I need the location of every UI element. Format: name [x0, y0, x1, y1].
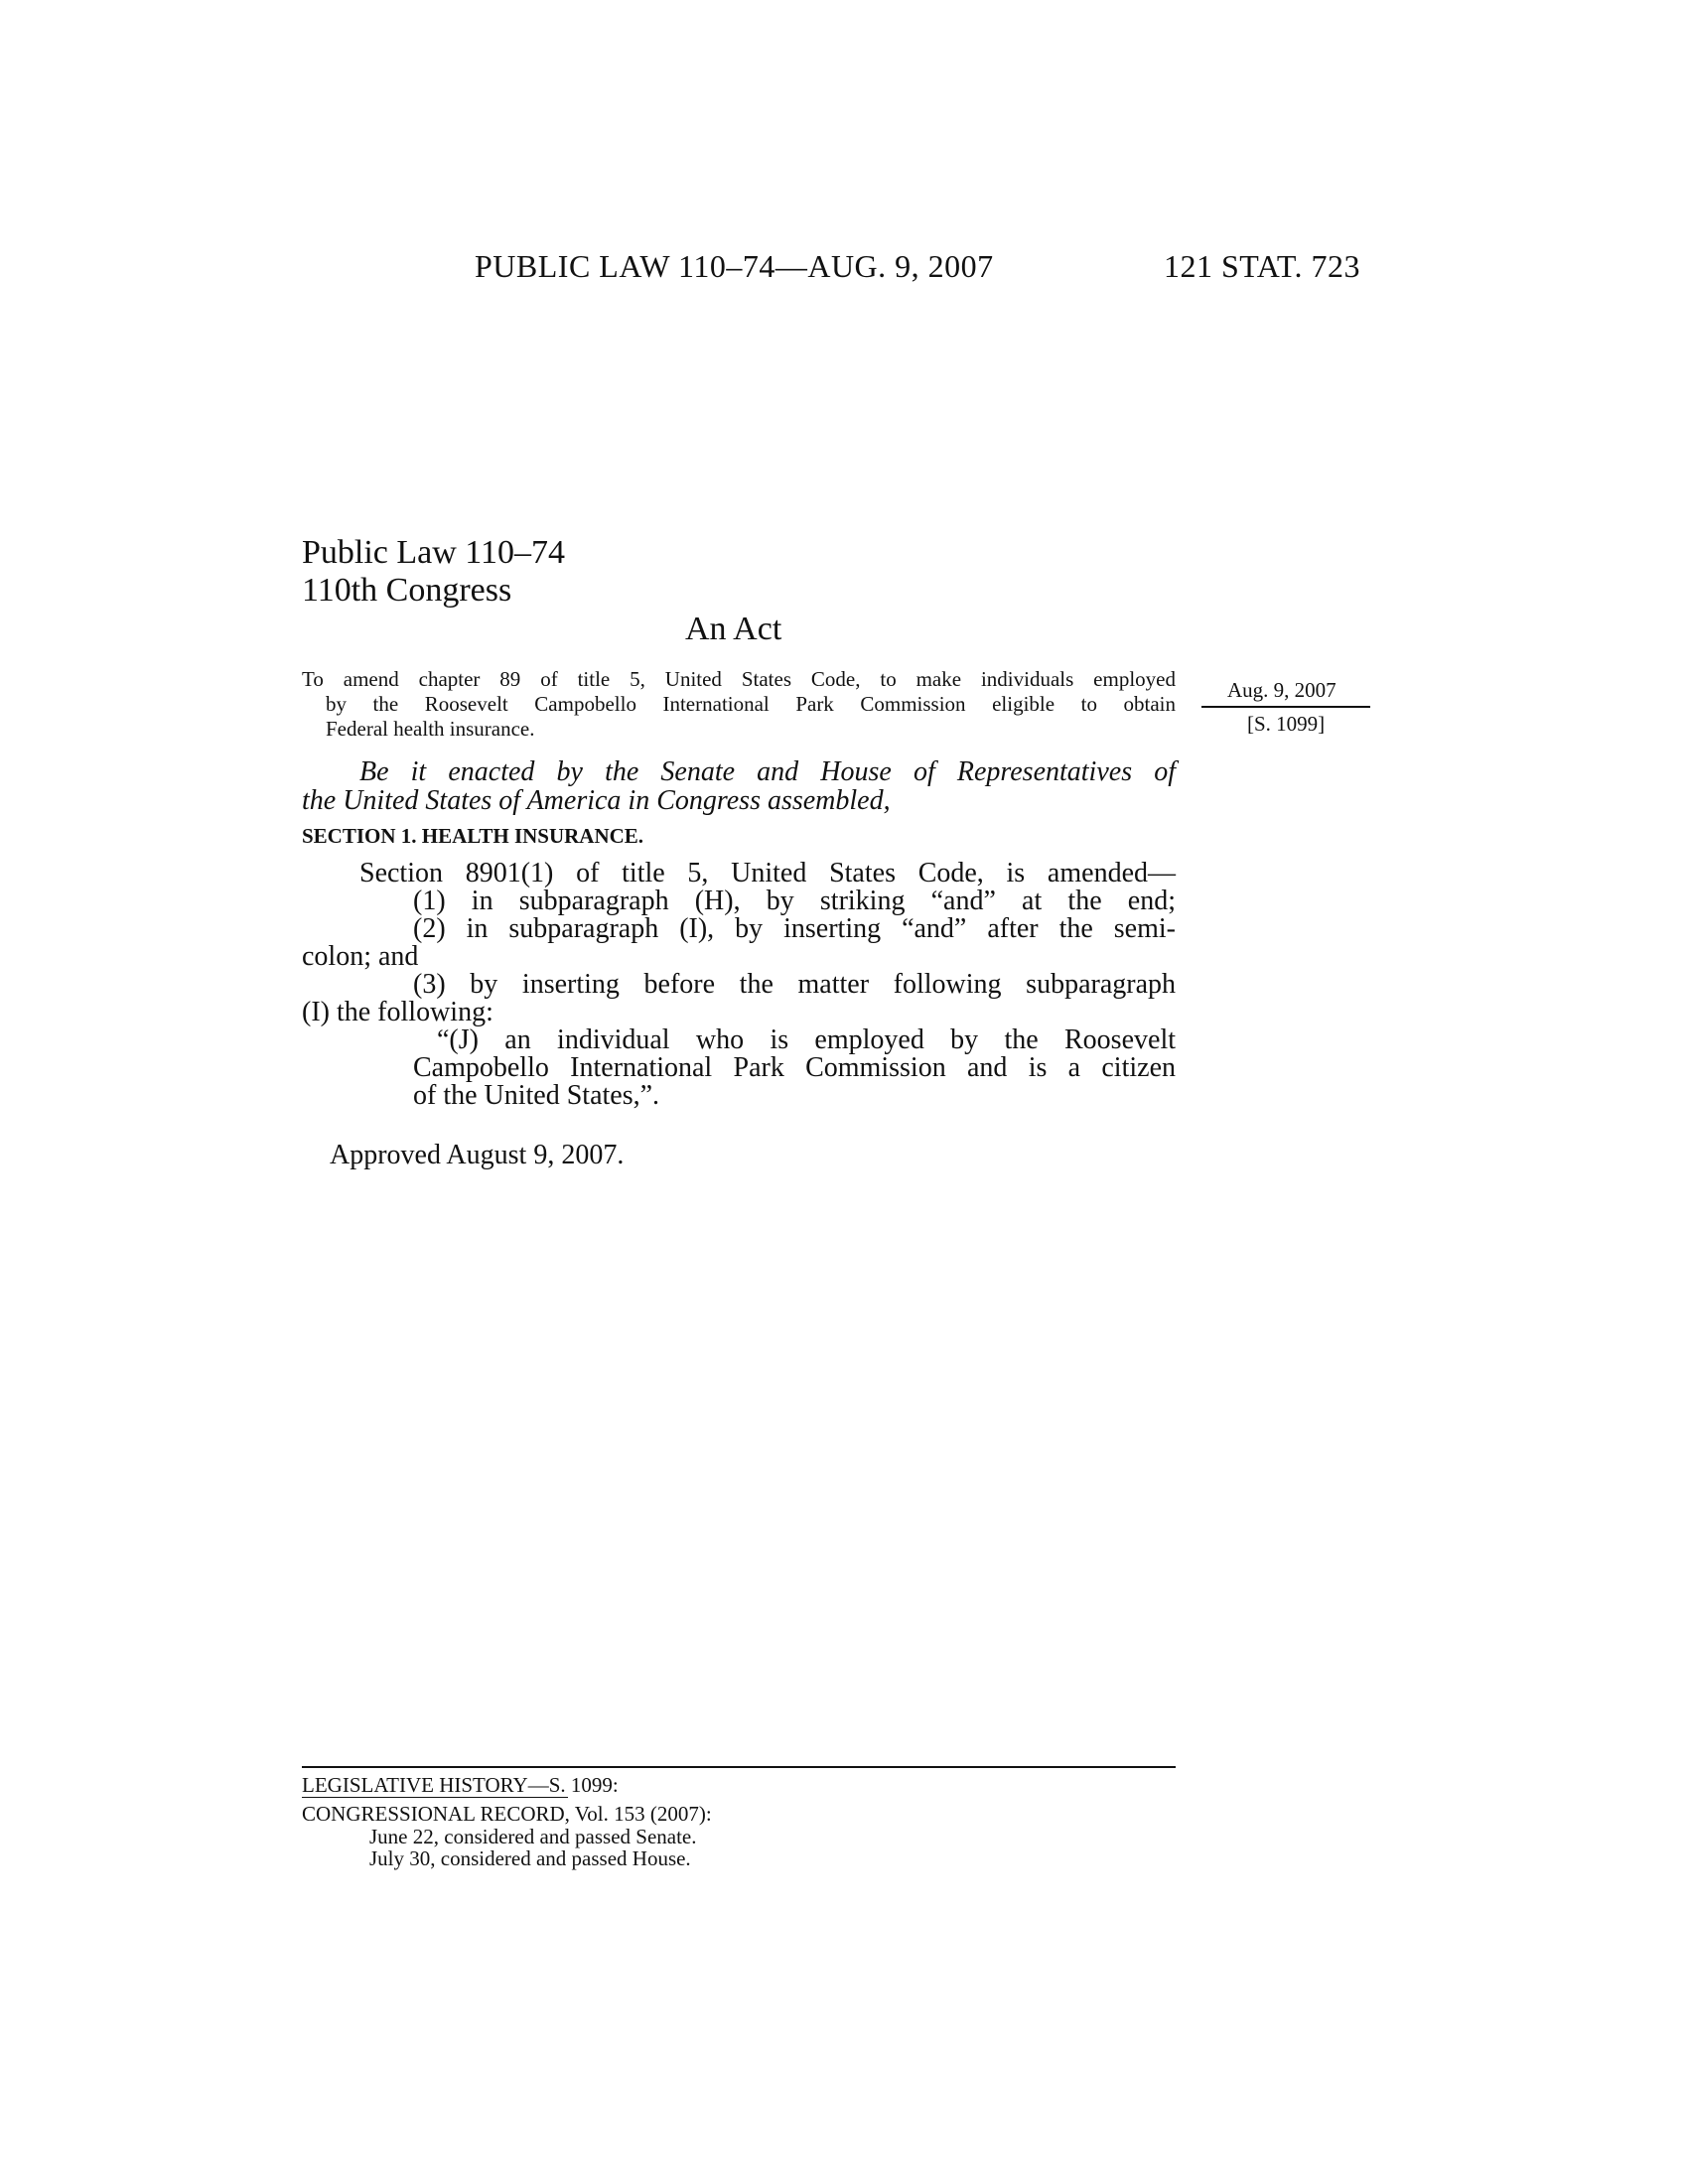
- section-text-line: (3) by inserting before the matter following subparagraph: [413, 969, 1176, 1000]
- section-text-line: colon; and: [302, 941, 419, 972]
- section-text-line: of the United States,”.: [413, 1080, 660, 1111]
- section-text-line: Section 8901(1) of title 5, United States Code, is amended—: [359, 858, 1176, 888]
- enacting-line: the United States of America in Congress assembled,: [302, 785, 891, 816]
- running-head-title: PUBLIC LAW 110–74—AUG. 9, 2007: [475, 248, 994, 284]
- section-text-line: “(J) an individual who is employed by the Roosevelt: [437, 1024, 1176, 1055]
- section-text-line: (2) in subparagraph (I), by inserting “and” after the semi-: [413, 913, 1176, 944]
- purpose-line: by the Roosevelt Campobello International Park Commission eligible to obtain: [326, 692, 1176, 716]
- section-heading: SECTION 1. HEALTH INSURANCE.: [302, 824, 644, 848]
- purpose-line: To amend chapter 89 of title 5, United States Code, to make individuals employed: [302, 667, 1176, 691]
- act-heading: An Act: [685, 611, 782, 647]
- law-number: Public Law 110–74: [302, 534, 566, 571]
- enacting-clause: [302, 757, 1176, 815]
- margin-note-bill: [S. 1099]: [1247, 712, 1326, 736]
- enacting-line: Be it enacted by the Senate and House of Representatives of: [359, 756, 1176, 787]
- history-entry: June 22, considered and passed Senate.: [369, 1825, 697, 1848]
- margin-note-date: Aug. 9, 2007: [1227, 678, 1336, 702]
- purpose-line: Federal health insurance.: [326, 717, 535, 741]
- approval-line: Approved August 9, 2007.: [330, 1140, 625, 1170]
- section-text-line: (1) in subparagraph (H), by striking “and” at the end;: [413, 886, 1176, 916]
- section-text-line: (I) the following:: [302, 997, 493, 1027]
- section-body: [302, 860, 1176, 1110]
- congressional-record-line: CONGRESSIONAL RECORD, Vol. 153 (2007):: [302, 1802, 712, 1826]
- legislative-history-bill: —S. 1099:: [527, 1773, 619, 1797]
- footer-rule: [302, 1766, 1176, 1768]
- history-entry: July 30, considered and passed House.: [369, 1846, 691, 1870]
- margin-note-rule: [1201, 706, 1370, 708]
- purpose-paragraph: [302, 667, 1176, 742]
- stat-page-number: 121 STAT. 723: [1164, 248, 1361, 284]
- section-text-line: Campobello International Park Commission and is a citizen: [413, 1052, 1176, 1083]
- legislative-history-title: LEGISLATIVE HISTORY: [302, 1773, 528, 1797]
- legislative-history-heading: [302, 1773, 619, 1798]
- legislative-history-underline: [302, 1797, 568, 1798]
- congress-number: 110th Congress: [302, 572, 512, 609]
